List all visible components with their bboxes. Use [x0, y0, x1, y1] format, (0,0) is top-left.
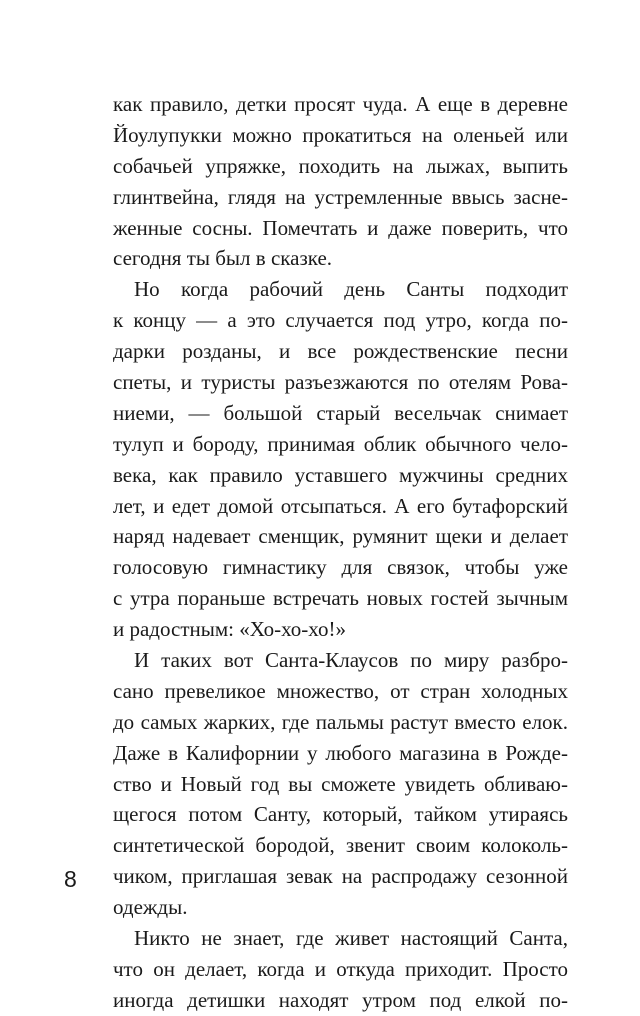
- page-number: 8: [64, 866, 77, 892]
- text-line: чиком, приглашая зевак на распродажу сезонной: [113, 864, 568, 889]
- text-line: сано превеликое множество, от стран холодных: [113, 678, 568, 703]
- text-line: Даже в Калифорнии у любого магазина в Рожде-: [113, 740, 568, 765]
- text-line: женные сосны. Помечтать и даже поверить, что: [113, 215, 568, 240]
- text-line: что он делает, когда и откуда приходит. Просто: [113, 956, 568, 981]
- text-line: И таких вот Санта-Клаусов по миру разбро-: [134, 648, 568, 673]
- text-line: Но когда рабочий день Санты подходит: [134, 277, 568, 302]
- text-line: тулуп и бороду, принимая облик обычного чело-: [113, 431, 568, 456]
- text-line: как правило, детки просят чуда. А еще в деревне: [113, 92, 568, 116]
- text-line: века, как правило уставшего мужчины средних: [113, 462, 568, 487]
- text-line: одежды.: [113, 895, 188, 920]
- text-line: сегодня ты был в сказке.: [113, 246, 333, 271]
- text-line: ство и Новый год вы сможете увидеть обливаю-: [113, 771, 568, 796]
- text-line: к концу — а это случается под утро, когда по-: [113, 308, 568, 333]
- text-line: собачьей упряжке, походить на лыжах, выпить: [113, 153, 568, 178]
- text-line: иногда детишки находят утром под елкой по-: [113, 987, 568, 1012]
- body-text: [113, 89, 568, 1016]
- text-line: щегося потом Санту, который, тайком утираясь: [113, 802, 568, 827]
- text-line: спеты, и туристы разъезжаются по отелям Рова-: [113, 370, 568, 395]
- text-line: Никто не знает, где живет настоящий Санта,: [134, 926, 568, 951]
- text-line: с утра пораньше встречать новых гостей зычным: [113, 586, 568, 611]
- text-line: дарки розданы, и все рождественские песни: [113, 339, 568, 364]
- text-line: и радостным: «Хо-хо-хо!»: [113, 617, 346, 642]
- text-line: голосовую гимнастику для связок, чтобы уже: [113, 555, 568, 580]
- text-line: наряд надевает сменщик, румянит щеки и делает: [113, 524, 568, 549]
- text-line: ниеми, — большой старый весельчак снимает: [113, 400, 568, 425]
- text-line: до самых жарких, где пальмы растут вместо елок.: [113, 709, 568, 734]
- text-line: лет, и едет домой отсыпаться. А его бутафорский: [113, 493, 568, 518]
- text-line: глинтвейна, глядя на устремленные ввысь засне-: [113, 184, 568, 209]
- text-line: синтетической бородой, звенит своим колоколь-: [113, 833, 568, 858]
- text-line: Йоулупукки можно прокатиться на оленьей или: [113, 122, 568, 147]
